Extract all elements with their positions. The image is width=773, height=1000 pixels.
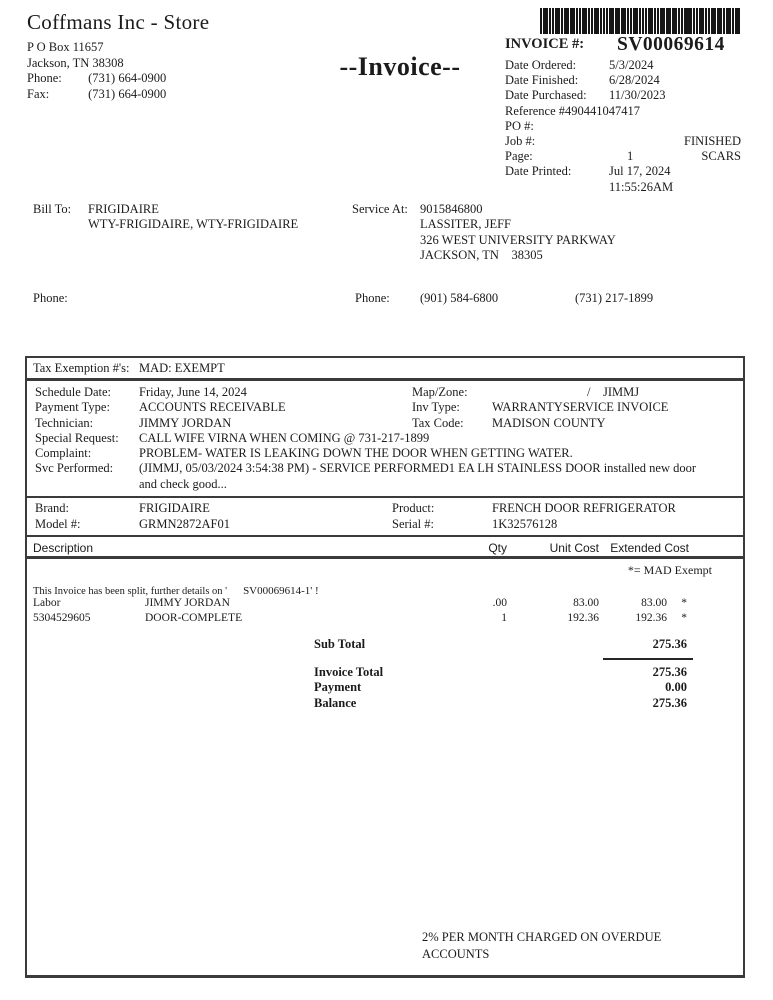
bill-to-label: Bill To:: [33, 202, 72, 216]
item-extended-cost: 83.00: [641, 597, 667, 610]
company-fax-label: Fax:: [27, 86, 50, 101]
meta-row-date-finished: [505, 73, 755, 88]
invoice-number-row: [505, 36, 755, 58]
subtotal-row: [27, 637, 743, 653]
detail-label: Special Request:: [35, 430, 119, 445]
meta-value: 11/30/2023: [609, 88, 666, 103]
item-exempt-flag: *: [681, 611, 687, 624]
overdue-note-line2: ACCOUNTS: [422, 947, 490, 961]
product-label: Product:: [392, 501, 435, 516]
detail-label: Schedule Date:: [35, 385, 112, 399]
detail-row-map-zone: [412, 385, 668, 400]
service-at-line1: 9015846800: [420, 202, 483, 216]
bill-to-block: [33, 202, 298, 233]
tax-exemption-row: [27, 358, 743, 381]
item-unit-cost: 192.36: [567, 611, 599, 624]
meta-value: 5/3/2024: [609, 58, 654, 72]
meta-value: 11:55:26AM: [609, 179, 674, 194]
item-unit-cost: 83.00: [573, 597, 599, 610]
detail-label: Inv Type:: [412, 400, 460, 415]
bill-to-address: [88, 202, 298, 233]
meta-label: Date Printed:: [505, 164, 572, 179]
company-phone-label: Phone:: [27, 71, 62, 85]
balance-value: 275.36: [652, 695, 687, 710]
company-phone-row: [27, 71, 209, 87]
serial-label: Serial #:: [392, 516, 435, 531]
invoice-total-value: 275.36: [652, 664, 687, 679]
detail-label: Technician:: [35, 415, 94, 430]
service-at-address: [420, 202, 616, 263]
meta-label: Date Purchased:: [505, 88, 587, 103]
product-value: FRENCH DOOR REFRIGERATOR: [492, 501, 676, 516]
item-exempt-flag: *: [681, 597, 687, 610]
header-unit-cost: Unit Cost: [549, 541, 599, 556]
subtotal-label: Sub Total: [314, 637, 366, 652]
detail-label: Payment Type:: [35, 400, 110, 415]
tax-exemption-label: Tax Exemption #'s:: [33, 361, 130, 375]
company-address-line2: Jackson, TN 38308: [27, 55, 124, 70]
meta-row-page: [505, 149, 755, 164]
model-label: Model #:: [35, 516, 81, 531]
serial-value: 1K32576128: [492, 516, 558, 531]
detail-value: ACCOUNTS RECEIVABLE: [139, 400, 286, 415]
detail-label: Map/Zone:: [412, 385, 468, 399]
bill-to-line2: WTY-FRIGIDAIRE, WTY-FRIGIDAIRE: [88, 217, 299, 232]
payment-value: 0.00: [665, 680, 687, 695]
mad-exempt-note: *= MAD Exempt: [627, 563, 712, 578]
meta-value: 1: [627, 149, 634, 164]
service-at-label: Service At:: [352, 202, 408, 216]
item-description: JIMMY JORDAN: [145, 597, 230, 610]
invoice-total-row: [27, 665, 743, 681]
invoice-total-label: Invoice Total: [314, 664, 384, 679]
split-notice-text: This Invoice has been split, further details on ': [33, 586, 228, 598]
model-value: GRMN2872AF01: [139, 516, 230, 531]
service-phone-row: [355, 291, 653, 306]
company-phone-value: (731) 664-0900: [88, 71, 167, 85]
balance-row: [27, 696, 743, 712]
detail-label: Svc Performed:: [35, 461, 114, 476]
meta-label: Reference #490441047417: [505, 103, 641, 118]
bill-to-phone-row: [33, 291, 68, 306]
detail-row-svc-performed: [27, 461, 743, 492]
meta-label: Page:: [505, 149, 533, 164]
company-name: Coffmans Inc - Store: [27, 10, 210, 34]
tax-exemption-value: MAD: EXEMPT: [139, 361, 225, 375]
detail-value: (JIMMJ, 05/03/2024 3:54:38 PM) - SERVICE PERFORMED1 EA LH STAINLESS DOOR installed new door and check good...: [139, 461, 697, 491]
service-at-line3: 326 WEST UNIVERSITY PARKWAY: [420, 232, 616, 247]
barcode-icon: [540, 8, 740, 34]
header-extended-cost: Extended Cost: [610, 541, 689, 556]
header-qty: Qty: [488, 541, 507, 556]
service-at-block: [352, 202, 616, 263]
detail-row-inv-type: [412, 400, 668, 415]
detail-value: / JIMMJ: [587, 385, 640, 399]
company-fax-value: (731) 664-0900: [88, 86, 167, 101]
meta-row-date-printed: [505, 164, 755, 179]
detail-label: Complaint:: [35, 446, 92, 461]
detail-label: Tax Code:: [412, 415, 464, 430]
service-details-section: [27, 381, 743, 498]
overdue-note-line1: 2% PER MONTH CHARGED ON OVERDUE: [422, 930, 662, 944]
product-row-brand: [27, 501, 743, 517]
split-notice-reference: SV00069614-1' !: [243, 585, 319, 598]
service-phone-1: (901) 584-6800: [420, 291, 499, 305]
meta-row-po-number: [505, 119, 755, 134]
meta-row-reference: [505, 104, 755, 119]
detail-row-special-request: [27, 431, 743, 446]
bill-to-line1: FRIGIDAIRE: [88, 202, 159, 216]
item-description: DOOR-COMPLETE: [145, 611, 243, 624]
invoice-detail-box: [25, 356, 745, 978]
balance-label: Balance: [314, 695, 357, 710]
item-qty: 1: [501, 611, 507, 624]
meta-row-job-number: [505, 134, 755, 149]
detail-value: CALL WIFE VIRNA WHEN COMING @ 731-217-1899: [139, 430, 430, 445]
detail-right-column: [412, 385, 668, 431]
detail-row-tax-code: [412, 416, 668, 431]
item-qty: .00: [492, 597, 507, 610]
meta-value: Jul 17, 2024: [609, 164, 671, 179]
company-header: [27, 10, 209, 102]
item-row-part: [27, 612, 743, 627]
detail-value: JIMMY JORDAN: [139, 415, 232, 430]
brand-value: FRIGIDAIRE: [139, 501, 210, 516]
item-code: Labor: [33, 597, 61, 610]
invoice-meta: [505, 8, 755, 195]
detail-value: WARRANTYSERVICE INVOICE: [492, 400, 669, 415]
meta-row-time-printed: [505, 180, 755, 195]
overdue-note: [422, 929, 661, 963]
item-extended-cost: 192.36: [635, 611, 667, 624]
service-phone-2: (731) 217-1899: [575, 291, 654, 305]
split-notice-row: [27, 585, 743, 597]
invoice-number-value: SV00069614: [617, 34, 725, 55]
service-phone-label: Phone:: [355, 291, 390, 305]
detail-row-complaint: [27, 446, 743, 461]
product-row-model: [27, 517, 743, 533]
header-description: Description: [33, 541, 94, 556]
document-title: --Invoice--: [339, 52, 461, 81]
detail-value: Friday, June 14, 2024: [139, 385, 247, 399]
subtotal-rule-row: [27, 653, 743, 665]
meta-row-date-ordered: [505, 58, 755, 73]
payment-label: Payment: [314, 680, 362, 695]
brand-label: Brand:: [35, 501, 70, 516]
item-row-labor: [27, 597, 743, 612]
payment-row: [27, 680, 743, 696]
items-table-header: [27, 537, 743, 559]
meta-label: Job #:: [505, 134, 536, 149]
service-at-line4: JACKSON, TN 38305: [420, 247, 543, 262]
invoice-number-label: INVOICE #:: [505, 36, 585, 52]
product-section: [27, 498, 743, 537]
meta-extra-finished: FINISHED: [684, 134, 741, 149]
detail-value: PROBLEM- WATER IS LEAKING DOWN THE DOOR WHEN GETTING WATER.: [139, 446, 573, 461]
items-section: [27, 563, 743, 711]
meta-row-date-purchased: [505, 88, 755, 103]
meta-label: Date Finished:: [505, 73, 579, 88]
meta-value: 6/28/2024: [609, 73, 660, 88]
company-fax-row: [27, 87, 209, 103]
subtotal-divider: [603, 658, 693, 660]
detail-value: MADISON COUNTY: [492, 415, 606, 430]
service-at-line2: LASSITER, JEFF: [420, 217, 511, 232]
meta-label: Date Ordered:: [505, 58, 577, 72]
item-code: 5304529605: [33, 611, 91, 624]
meta-label: PO #:: [505, 118, 534, 133]
meta-extra-scars: SCARS: [701, 149, 741, 164]
company-address-line1: P O Box 11657: [27, 40, 104, 54]
subtotal-value: 275.36: [652, 637, 687, 652]
bill-to-phone-label: Phone:: [33, 291, 68, 305]
totals-section: [27, 637, 743, 711]
